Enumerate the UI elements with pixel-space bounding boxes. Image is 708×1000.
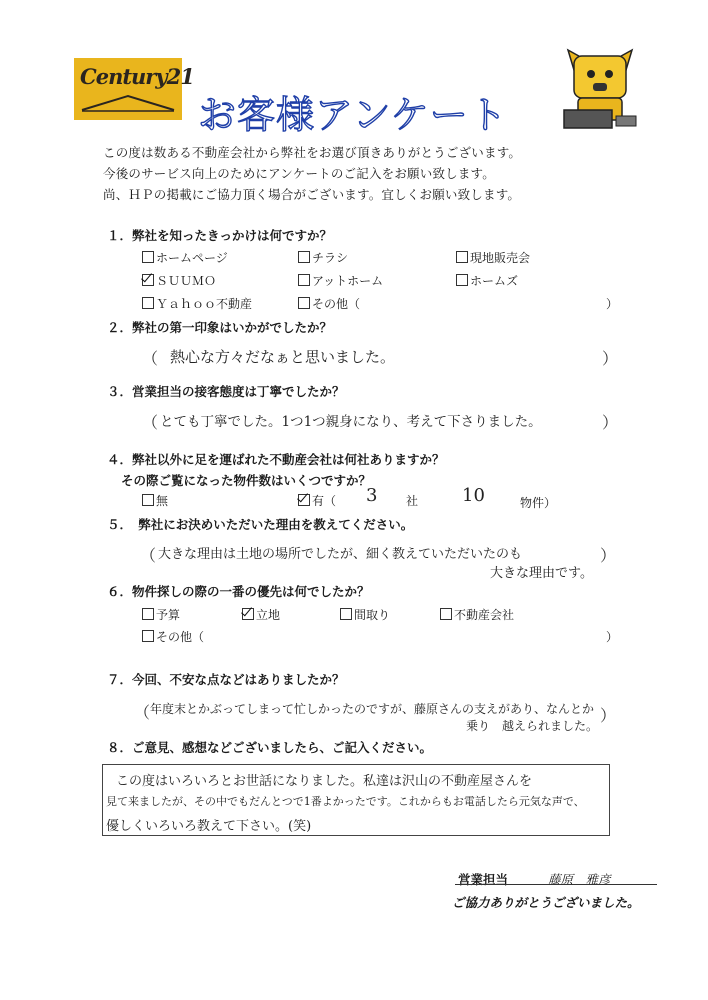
checkbox[interactable]	[440, 608, 452, 620]
checkbox-checked[interactable]	[142, 274, 154, 286]
open-paren: （	[134, 703, 151, 722]
q4-option-yes[interactable]: 有（	[298, 492, 336, 509]
checkbox[interactable]	[298, 297, 310, 309]
close-paren: ）	[602, 349, 619, 368]
checkbox[interactable]	[456, 251, 468, 263]
logo-text: Century21	[80, 64, 194, 89]
q1-option-yahoo[interactable]: Ｙａｈｏｏ不動産	[142, 295, 252, 312]
q4-companies-unit: 社	[406, 494, 419, 508]
checkbox[interactable]	[142, 608, 154, 620]
sales-rep-name: 藤原 雅彦	[548, 872, 611, 887]
q1-option-athome[interactable]: アットホーム	[298, 272, 383, 289]
q1-option-homes[interactable]: ホームズ	[456, 272, 518, 289]
q4-companies-count[interactable]: 3	[366, 485, 378, 506]
comments-line-2: 見て来ましたが、その中でもだんとつで1番よかったです。これからもお電話したら元気な声で、	[106, 795, 585, 808]
q6-option-budget[interactable]: 予算	[142, 606, 180, 623]
q3-answer[interactable]: とても丁寧でした。1つ1つ親身になり、考えて下さりました。	[160, 414, 542, 430]
question-8: ８．ご意見、感想などございましたら、ご記入ください。	[107, 740, 433, 755]
q7-answer-line-1[interactable]: 年度末とかぶってしまって忙しかったのですが、藤原さんの支えがあり、なんとか	[150, 702, 595, 716]
checkbox[interactable]	[456, 274, 468, 286]
q6-option-location[interactable]: 立地	[242, 606, 280, 623]
question-5: ５． 弊社にお決めいただいた理由を教えてください。	[107, 517, 414, 532]
q6-option-company[interactable]: 不動産会社	[440, 606, 514, 623]
checkbox[interactable]	[340, 608, 352, 620]
q5-answer-line-2[interactable]: 大きな理由です。	[490, 566, 593, 581]
question-6: ６．物件探しの際の一番の優先は何でしたか？	[107, 584, 370, 599]
question-7: ７．今回、不安な点などはありましたか？	[107, 672, 345, 687]
intro-line-3: 尚、ＨＰの掲載にご協力頂く場合がございます。宜しくお願い致します。	[103, 187, 521, 202]
open-paren: （	[140, 546, 157, 565]
q6-other-close: ）	[606, 630, 619, 644]
q1-option-flyer[interactable]: チラシ	[298, 249, 348, 266]
checkbox[interactable]	[298, 274, 310, 286]
checkbox[interactable]	[142, 251, 154, 263]
century21-logo	[74, 58, 194, 120]
question-3: ３．営業担当の接客態度は丁寧でしたか？	[107, 384, 345, 399]
comments-line-3: 優しくいろいろ教えて下さい。(笑)	[106, 819, 312, 834]
question-1: １．弊社を知ったきっかけは何ですか？	[107, 228, 333, 243]
checkbox[interactable]	[142, 630, 154, 642]
question-4-sub: その際ご覧になった物件数はいくつですか？	[121, 473, 372, 488]
q1-option-homepage[interactable]: ホームページ	[142, 249, 228, 266]
signature-line	[455, 884, 657, 885]
question-2: ２．弊社の第一印象はいかがでしたか？	[107, 320, 333, 335]
q1-other-close: ）	[606, 297, 619, 311]
open-paren: （	[142, 349, 159, 368]
close-paren: ）	[600, 546, 617, 565]
close-paren: ）	[600, 706, 617, 725]
q4-properties-count[interactable]: 10	[462, 485, 485, 506]
q4-properties-unit: 物件）	[520, 496, 557, 510]
q5-answer-line-1[interactable]: 大きな理由は土地の場所でしたが、細く教えていただいたのも	[158, 547, 523, 562]
sales-rep-label: 営業担当	[458, 872, 509, 887]
checkbox[interactable]	[298, 251, 310, 263]
q1-option-suumo[interactable]: ＳＵＵＭＯ	[142, 272, 216, 289]
close-paren: ）	[602, 413, 619, 432]
q1-option-open-house[interactable]: 現地販売会	[456, 249, 530, 266]
checkbox[interactable]	[142, 494, 154, 506]
q4-option-none[interactable]: 無	[142, 492, 168, 509]
page-title: お客様アンケート	[198, 93, 508, 137]
q6-option-other[interactable]: その他（	[142, 628, 204, 645]
q7-answer-line-2[interactable]: 乗り 越えられました。	[466, 719, 599, 733]
question-4: ４．弊社以外に足を運ばれた不動産会社は何社ありますか？	[107, 452, 445, 467]
intro-line-2: 今後のサービス向上のためにアンケートのご記入をお願い致します。	[103, 166, 495, 181]
logo-roof-icon	[80, 90, 176, 114]
checkbox-checked[interactable]	[242, 608, 254, 620]
q2-answer[interactable]: 熱心な方々だなぁと思いました。	[170, 348, 396, 366]
open-paren: （	[142, 413, 159, 432]
checkbox-checked[interactable]	[298, 494, 310, 506]
checkbox[interactable]	[142, 297, 154, 309]
q1-option-other[interactable]: その他（	[298, 295, 360, 312]
intro-line-1: この度は数ある不動産会社から弊社をお選び頂きありがとうございます。	[103, 145, 522, 160]
comments-line-1: この度はいろいろとお世話になりました。私達は沢山の不動産屋さんを	[116, 774, 533, 789]
thanks-text: ご協力ありがとうございました。	[452, 895, 640, 910]
mascot-dog-icon	[560, 40, 640, 135]
q6-option-floorplan[interactable]: 間取り	[340, 606, 390, 623]
